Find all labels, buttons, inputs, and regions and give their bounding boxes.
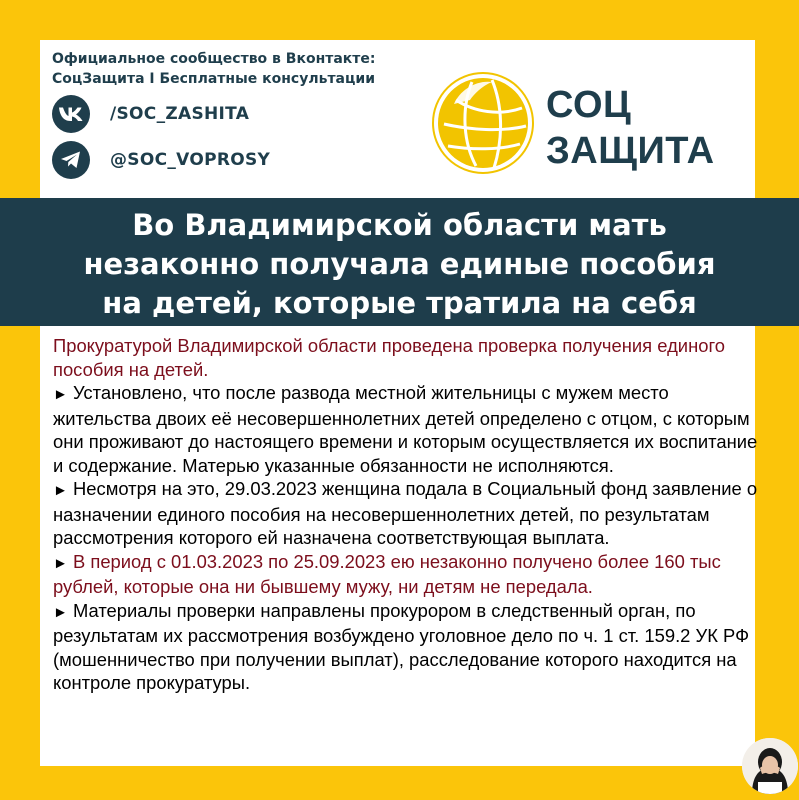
headline-banner [0,198,799,326]
vk-handle: /SOC_ZASHITA [110,104,250,124]
headline-line-2: незаконно получала единые пособия [83,247,716,281]
bullet-marker: ► [53,386,68,403]
globe-logo-icon [430,70,536,176]
headline-line-3: на детей, которые тратила на себя [102,286,697,320]
telegram-handle: @SOC_VOPROSY [110,150,271,170]
logo-wordmark [546,82,715,174]
article-paragraph-3 [53,550,758,599]
community-line-2: СоцЗащита I Бесплатные консультации [52,71,376,87]
bullet-marker: ► [53,603,68,621]
telegram-icon [52,141,90,179]
article-paragraph-2 [53,477,758,550]
headline [30,206,769,323]
woman-photo-illustration [742,738,798,794]
article-paragraph-1 [53,381,758,477]
vk-logo-icon [52,95,90,133]
community-info [52,49,432,89]
community-line-1: Официальное сообщество в Вконтакте: [52,51,376,67]
header-card [40,40,755,198]
article-body [53,334,758,695]
logo-line-1: СОЦ [546,84,632,126]
article-paragraph-2-text: Несмотря на это, 29.03.2023 женщина подала в Социальный фонд заявление о назначении единого пособия на несовершеннолетних детей, по результатам рассмотрения которого ей назначена соответствующая выплата. [53,478,758,548]
logo-line-2: ЗАЩИТА [546,130,715,172]
article-paragraph-1-text: Установлено, что после развода местной жительницы с мужем место жительства двоих её несовершеннолетних детей определено с отцом, с которым они проживают до настоящего времени и которым осуществляется их воспитание и содержание. Матерью указанные обязанности не исполняются. [53,382,758,476]
article-intro: Прокуратурой Владимирской области проведена проверка получения единого пособия на детей. [53,335,725,380]
bullet-marker: ► [53,482,68,499]
article-card [40,326,758,766]
article-paragraph-4 [53,599,758,695]
vk-link[interactable] [52,94,249,134]
telegram-link[interactable] [52,140,270,180]
headline-line-1: Во Владимирской области мать [132,208,667,242]
article-paragraph-4-text: Материалы проверки направлены прокурором в следственный орган, по результатам их рассмотрения возбуждено уголовное дело по ч. 1 ст. 159.2 УК РФ (мошенничество при получении выплат), расследование которого находится на контроле прокуратуры. [53,599,750,693]
bullet-marker: ► [53,554,68,572]
article-paragraph-3-text: В период с 01.03.2023 по 25.09.2023 ею незаконно получено более 160 тыс рублей, которые она ни бывшему мужу, ни детям не передала. [53,550,721,597]
